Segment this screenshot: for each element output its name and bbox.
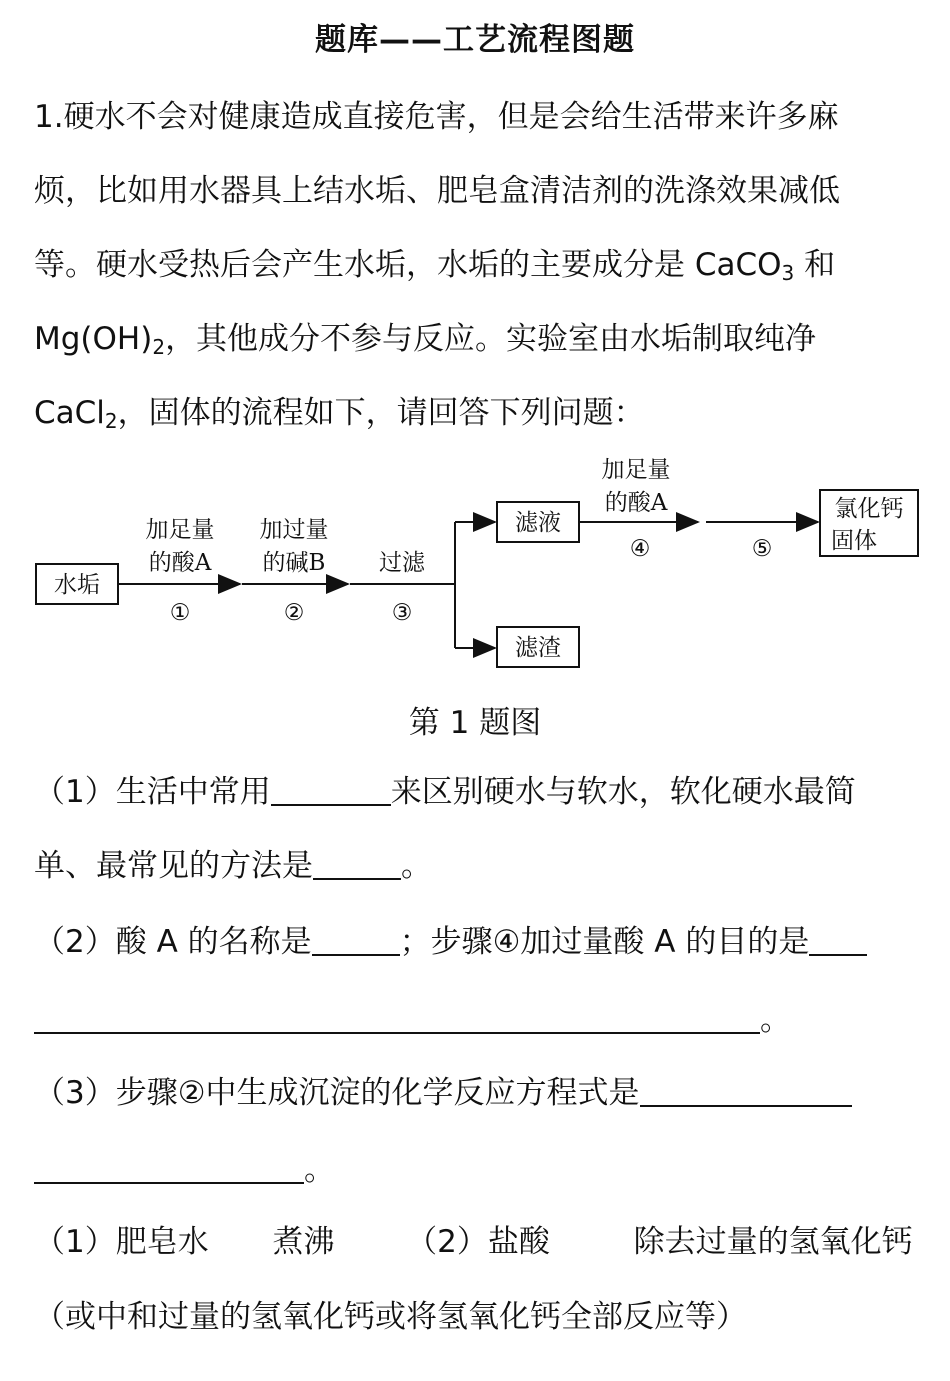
box-end-label-top: 氯化钙 [834, 496, 904, 522]
answer-blank[interactable] [313, 848, 401, 880]
question-1-intro [34, 80, 918, 450]
page-title: 题库——工艺流程图题 [315, 22, 635, 58]
box-scale-label: 水垢 [54, 572, 100, 598]
box-filtrate-label: 滤液 [515, 510, 561, 536]
step3-label: 过滤 [379, 550, 425, 576]
box-residue-label: 滤渣 [515, 635, 561, 661]
step2-number: ② [283, 600, 305, 626]
step2-label-top: 加过量 [259, 517, 329, 543]
box-end-label-bottom: 固体 [831, 528, 877, 554]
question-2-line-2: 。 [34, 1000, 791, 1040]
step1-label-top: 加足量 [145, 517, 215, 543]
step4-label-top: 加足量 [601, 457, 671, 483]
intro-line-5: CaCl$_2$，固体的流程如下，请回答下列问题： [34, 395, 645, 433]
intro-line-3: 等。硬水受热后会产生水垢，水垢的主要成分是 CaCO$_3$ 和 [34, 247, 836, 285]
answer-blank[interactable] [34, 1002, 760, 1034]
answer-2-1: （2）盐酸 [406, 1224, 550, 1260]
step5-number: ⑤ [751, 536, 773, 562]
step3-number: ③ [391, 600, 413, 626]
intro-line-1: 1.硬水不会对健康造成直接危害，但是会给生活带来许多麻 [34, 99, 839, 135]
answer-1-2: 煮沸 [272, 1224, 335, 1260]
step1-number: ① [169, 600, 191, 626]
answer-blank[interactable] [312, 924, 400, 956]
answer-blank[interactable] [34, 1152, 304, 1184]
step4-number: ④ [629, 536, 651, 562]
intro-line-4: $Mg(OH)_2$，其他成分不参与反应。实验室由水垢制取纯净 [34, 321, 817, 359]
step1-label-bottom: 的酸A [148, 550, 212, 576]
question-3-line-2: 。 [34, 1150, 335, 1190]
step4-label-bottom: 的酸A [604, 490, 668, 516]
answer-blank[interactable] [640, 1075, 852, 1107]
answer-blank[interactable] [809, 924, 867, 956]
answer-2-2: 除去过量的氢氧化钙 [633, 1224, 913, 1260]
figure-caption: 第 1 题图 [408, 705, 542, 741]
answers-line-2: （或中和过量的氢氧化钙或将氢氧化钙全部反应等） [34, 1299, 747, 1335]
answers-line-1 [34, 1222, 918, 1262]
process-flow-diagram [30, 450, 930, 680]
intro-line-2: 烦，比如用水器具上结水垢、肥皂盒清洁剂的洗涤效果减低 [34, 173, 840, 209]
step2-label-bottom: 的碱B [262, 550, 326, 576]
question-2-line-1: （2）酸 A 的名称是 ；步骤④加过量酸 A 的目的是 [34, 922, 867, 962]
question-3-line-1: （3）步骤②中生成沉淀的化学反应方程式是 [34, 1073, 852, 1113]
answer-blank[interactable] [271, 774, 391, 806]
answer-1-1: （1）肥皂水 [34, 1224, 209, 1260]
question-1-line-2: 单、最常见的方法是 。 [34, 848, 432, 884]
question-1-line-1: （1）生活中常用 来区别硬水与软水，软化硬水最简 [34, 774, 856, 810]
